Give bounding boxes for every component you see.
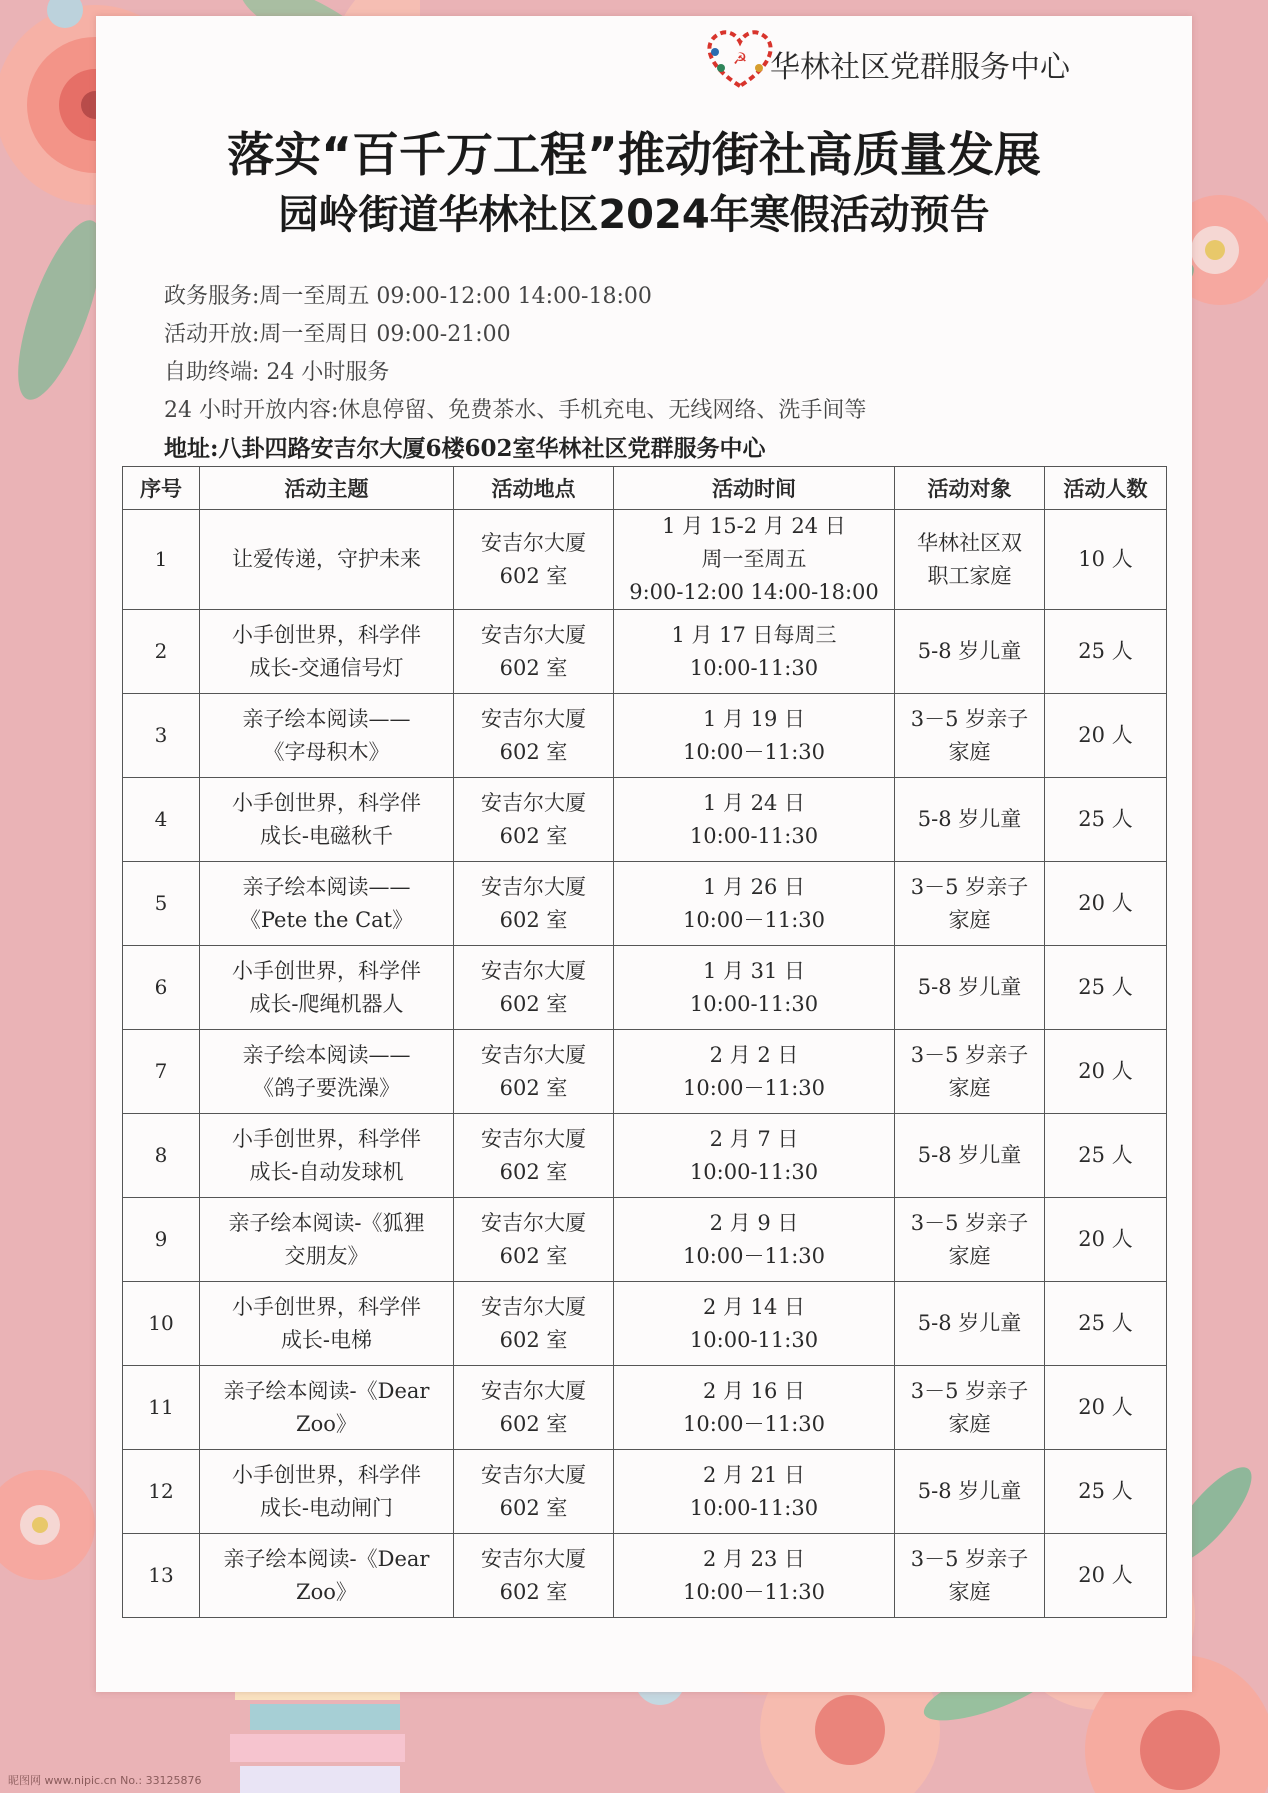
cell-place: [454, 694, 614, 778]
cell-place-line: 602 室: [499, 1579, 568, 1604]
cell-target-line: 家庭: [948, 907, 991, 932]
cell-time: [614, 1030, 895, 1114]
cell-time: [614, 1282, 895, 1366]
cell-target-line: 3－5 岁亲子: [910, 1210, 1029, 1235]
cell-time-line: 10:00-11:30: [689, 655, 819, 680]
table-row: [123, 1114, 1167, 1198]
cell-target-line: 5-8 岁儿童: [917, 639, 1022, 663]
sub-title: 园岭街道华林社区2024年寒假活动预告: [278, 192, 990, 238]
col-header-place: 活动地点: [454, 467, 614, 510]
cell-theme-line: 亲子绘本阅读-《Dear: [223, 1378, 430, 1403]
cell-seq: 7: [123, 1030, 200, 1114]
cell-target: [895, 862, 1045, 946]
cell-theme-line: 成长-交通信号灯: [249, 655, 404, 680]
cell-target: [895, 694, 1045, 778]
cell-place-line: 安吉尔大厦: [481, 1126, 586, 1151]
cell-target: [895, 1366, 1045, 1450]
table-row: [123, 862, 1167, 946]
cell-place-line: 602 室: [499, 1411, 568, 1436]
cell-place-line: 安吉尔大厦: [481, 1210, 586, 1235]
cell-place-line: 安吉尔大厦: [481, 706, 586, 731]
cell-time: [614, 1534, 895, 1618]
cell-theme-line: 成长-自动发球机: [249, 1159, 404, 1184]
cell-time-line: 1 月 24 日: [702, 790, 806, 815]
cell-theme-line: 小手创世界，科学伴: [232, 958, 421, 983]
cell-time-line: 1 月 26 日: [702, 874, 806, 899]
cell-theme-line: 成长-电梯: [280, 1327, 373, 1352]
org-name: 华林社区党群服务中心: [770, 50, 1070, 85]
cell-place: [454, 778, 614, 862]
cell-time-line: 2 月 7 日: [709, 1126, 799, 1151]
cell-count: 25 人: [1045, 946, 1167, 1030]
cell-theme: [200, 778, 454, 862]
table-row: [123, 510, 1167, 610]
cell-time-line: 10:00－11:30: [682, 1075, 826, 1100]
cell-target-line: 职工家庭: [927, 563, 1012, 588]
cell-theme-line: 亲子绘本阅读——: [242, 874, 411, 899]
cell-target-line: 5-8 岁儿童: [917, 1479, 1022, 1503]
cell-theme-line: 成长-爬绳机器人: [249, 991, 404, 1016]
cell-count: 20 人: [1045, 862, 1167, 946]
cell-time: [614, 778, 895, 862]
cell-target: [895, 1030, 1045, 1114]
cell-time-line: 10:00－11:30: [682, 1243, 826, 1268]
cell-theme-line: Zoo》: [296, 1411, 357, 1436]
cell-target-line: 3－5 岁亲子: [910, 1378, 1029, 1403]
cell-theme: [200, 1030, 454, 1114]
cell-seq: 11: [123, 1366, 200, 1450]
cell-count: 25 人: [1045, 1114, 1167, 1198]
cell-time-line: 9:00-12:00 14:00-18:00: [629, 580, 879, 604]
cell-theme: [200, 1198, 454, 1282]
cell-time-line: 2 月 14 日: [702, 1294, 806, 1319]
table-row: [123, 1282, 1167, 1366]
cell-theme: [200, 1534, 454, 1618]
cell-place: [454, 510, 614, 610]
cell-theme-line: 《字母积木》: [263, 739, 390, 764]
cell-time-line: 2 月 9 日: [709, 1210, 799, 1235]
cell-time: [614, 946, 895, 1030]
cell-theme-line: 交朋友》: [284, 1243, 369, 1268]
cell-place-line: 安吉尔大厦: [481, 1378, 586, 1403]
cell-time-line: 2 月 21 日: [702, 1462, 806, 1487]
cell-time-line: 1 月 15-2 月 24 日: [662, 514, 846, 538]
cell-place-line: 安吉尔大厦: [481, 1546, 586, 1571]
cell-time-line: 1 月 19 日: [702, 706, 806, 731]
cell-time: [614, 1366, 895, 1450]
col-header-time: 活动时间: [614, 467, 895, 510]
cell-place: [454, 1198, 614, 1282]
info-24h-content: 24 小时开放内容:休息停留、免费茶水、手机充电、无线网络、洗手间等: [164, 398, 867, 423]
table-row: [123, 1366, 1167, 1450]
cell-place: [454, 1282, 614, 1366]
cell-count: 20 人: [1045, 1198, 1167, 1282]
cell-target: [895, 946, 1045, 1030]
cell-place-line: 安吉尔大厦: [481, 790, 586, 815]
cell-place-line: 602 室: [499, 1075, 568, 1100]
cell-target: [895, 1114, 1045, 1198]
cell-time: [614, 510, 895, 610]
cell-place-line: 602 室: [499, 1495, 568, 1520]
cell-target-line: 3－5 岁亲子: [910, 706, 1029, 731]
info-activity-hours: 活动开放:周一至周日 09:00-21:00: [164, 322, 511, 347]
cell-time-line: 10:00-11:30: [689, 1495, 819, 1520]
col-header-theme: 活动主题: [200, 467, 454, 510]
table-row: [123, 778, 1167, 862]
col-header-count: 活动人数: [1045, 467, 1167, 510]
cell-theme-line: 小手创世界，科学伴: [232, 790, 421, 815]
cell-seq: 4: [123, 778, 200, 862]
cell-time-line: 10:00－11:30: [682, 1411, 826, 1436]
cell-count: 10 人: [1045, 510, 1167, 610]
cell-time-line: 1 月 17 日每周三: [671, 622, 837, 647]
cell-place-line: 安吉尔大厦: [481, 1042, 586, 1067]
cell-theme-line: 成长-电动闸门: [259, 1495, 394, 1520]
cell-target-line: 5-8 岁儿童: [917, 1143, 1022, 1167]
cell-theme-line: 让爱传递，守护未来: [232, 547, 421, 571]
cell-theme: [200, 862, 454, 946]
cell-seq: 3: [123, 694, 200, 778]
cell-target: [895, 1282, 1045, 1366]
cell-place: [454, 1114, 614, 1198]
cell-theme-line: 亲子绘本阅读-《狐狸: [228, 1210, 425, 1235]
cell-theme-line: 《Pete the Cat》: [239, 907, 414, 932]
cell-place-line: 602 室: [499, 739, 568, 764]
cell-seq: 8: [123, 1114, 200, 1198]
cell-place-line: 安吉尔大厦: [481, 1462, 586, 1487]
cell-target-line: 5-8 岁儿童: [917, 807, 1022, 831]
cell-theme-line: 亲子绘本阅读——: [242, 1042, 411, 1067]
cell-target-line: 3－5 岁亲子: [910, 874, 1029, 899]
cell-theme: [200, 510, 454, 610]
cell-theme: [200, 610, 454, 694]
cell-time-line: 10:00-11:30: [689, 991, 819, 1016]
cell-place: [454, 862, 614, 946]
cell-theme: [200, 1282, 454, 1366]
cell-time: [614, 1198, 895, 1282]
cell-target-line: 家庭: [948, 1579, 991, 1604]
activity-schedule-table: [122, 466, 1167, 1618]
cell-target-line: 家庭: [948, 1075, 991, 1100]
cell-target: [895, 1534, 1045, 1618]
cell-place-line: 安吉尔大厦: [481, 958, 586, 983]
cell-theme: [200, 946, 454, 1030]
cell-seq: 13: [123, 1534, 200, 1618]
cell-target: [895, 1198, 1045, 1282]
cell-place: [454, 946, 614, 1030]
cell-target: [895, 610, 1045, 694]
table-row: [123, 946, 1167, 1030]
cell-target-line: 3－5 岁亲子: [910, 1546, 1029, 1571]
watermark: 昵图网 www.nipic.cn No.: 33125876: [8, 1774, 202, 1787]
cell-theme-line: 小手创世界，科学伴: [232, 1294, 421, 1319]
cell-target: [895, 1450, 1045, 1534]
cell-place-line: 602 室: [499, 991, 568, 1016]
cell-place-line: 602 室: [499, 823, 568, 848]
cell-target-line: 家庭: [948, 739, 991, 764]
cell-time-line: 10:00-11:30: [689, 1159, 819, 1184]
table-row: [123, 1030, 1167, 1114]
cell-target: [895, 778, 1045, 862]
cell-count: 20 人: [1045, 1030, 1167, 1114]
cell-seq: 2: [123, 610, 200, 694]
cell-theme-line: 成长-电磁秋千: [259, 823, 394, 848]
cell-place: [454, 1534, 614, 1618]
table-row: [123, 1534, 1167, 1618]
cell-count: 25 人: [1045, 1450, 1167, 1534]
cell-target-line: 家庭: [948, 1243, 991, 1268]
cell-theme: [200, 1366, 454, 1450]
cell-time-line: 10:00-11:30: [689, 823, 819, 848]
table-row: [123, 1198, 1167, 1282]
cell-theme-line: 小手创世界，科学伴: [232, 622, 421, 647]
svg-text:☭: ☭: [732, 49, 748, 68]
cell-place-line: 安吉尔大厦: [481, 874, 586, 899]
cell-place-line: 602 室: [499, 1327, 568, 1352]
cell-place-line: 602 室: [499, 1159, 568, 1184]
cell-place-line: 安吉尔大厦: [481, 622, 586, 647]
cell-time-line: 10:00－11:30: [682, 739, 826, 764]
info-government-hours: 政务服务:周一至周五 09:00-12:00 14:00-18:00: [164, 284, 652, 309]
cell-count: 20 人: [1045, 1534, 1167, 1618]
cell-time: [614, 1450, 895, 1534]
cell-time: [614, 694, 895, 778]
table-header-row: [123, 467, 1167, 510]
cell-target: [895, 510, 1045, 610]
cell-count: 25 人: [1045, 1282, 1167, 1366]
service-info: [164, 278, 866, 430]
col-header-seq: 序号: [123, 467, 200, 510]
cell-count: 20 人: [1045, 694, 1167, 778]
cell-time: [614, 1114, 895, 1198]
cell-seq: 10: [123, 1282, 200, 1366]
table-row: [123, 610, 1167, 694]
address: 地址:八卦四路安吉尔大厦6楼602室华林社区党群服务中心: [164, 435, 766, 462]
cell-theme-line: 亲子绘本阅读——: [242, 706, 411, 731]
info-self-service: 自助终端: 24 小时服务: [164, 360, 390, 385]
cell-place-line: 安吉尔大厦: [481, 530, 586, 555]
cell-place-line: 602 室: [499, 1243, 568, 1268]
cell-target-line: 华林社区双: [917, 530, 1022, 555]
cell-place: [454, 1030, 614, 1114]
cell-theme-line: 亲子绘本阅读-《Dear: [223, 1546, 430, 1571]
cell-time: [614, 862, 895, 946]
cell-time-line: 10:00－11:30: [682, 907, 826, 932]
cell-time-line: 10:00-11:30: [689, 1327, 819, 1352]
cell-count: 25 人: [1045, 778, 1167, 862]
cell-place-line: 安吉尔大厦: [481, 1294, 586, 1319]
cell-target-line: 家庭: [948, 1411, 991, 1436]
cell-time-line: 2 月 16 日: [702, 1378, 806, 1403]
cell-theme-line: 《鸽子要洗澡》: [253, 1075, 400, 1100]
cell-time: [614, 610, 895, 694]
cell-count: 20 人: [1045, 1366, 1167, 1450]
cell-place: [454, 1366, 614, 1450]
table-row: [123, 1450, 1167, 1534]
cell-time-line: 2 月 2 日: [709, 1042, 799, 1067]
cell-place-line: 602 室: [499, 563, 568, 588]
cell-theme: [200, 1114, 454, 1198]
cell-place: [454, 1450, 614, 1534]
cell-theme: [200, 694, 454, 778]
cell-theme-line: Zoo》: [296, 1579, 357, 1604]
cell-seq: 12: [123, 1450, 200, 1534]
cell-place: [454, 610, 614, 694]
cell-theme-line: 小手创世界，科学伴: [232, 1462, 421, 1487]
cell-place-line: 602 室: [499, 655, 568, 680]
cell-count: 25 人: [1045, 610, 1167, 694]
col-header-target: 活动对象: [895, 467, 1045, 510]
cell-target-line: 3－5 岁亲子: [910, 1042, 1029, 1067]
table-row: [123, 694, 1167, 778]
main-title: 落实“百千万工程”推动街社高质量发展: [227, 128, 1041, 183]
cell-seq: 9: [123, 1198, 200, 1282]
cell-place-line: 602 室: [499, 907, 568, 932]
cell-time-line: 10:00－11:30: [682, 1579, 826, 1604]
cell-time-line: 1 月 31 日: [702, 958, 806, 983]
cell-target-line: 5-8 岁儿童: [917, 975, 1022, 999]
cell-theme-line: 小手创世界，科学伴: [232, 1126, 421, 1151]
cell-time-line: 2 月 23 日: [702, 1546, 806, 1571]
cell-seq: 5: [123, 862, 200, 946]
cell-seq: 6: [123, 946, 200, 1030]
cell-target-line: 5-8 岁儿童: [917, 1311, 1022, 1335]
cell-seq: 1: [123, 510, 200, 610]
cell-theme: [200, 1450, 454, 1534]
cell-time-line: 周一至周五: [701, 547, 807, 571]
